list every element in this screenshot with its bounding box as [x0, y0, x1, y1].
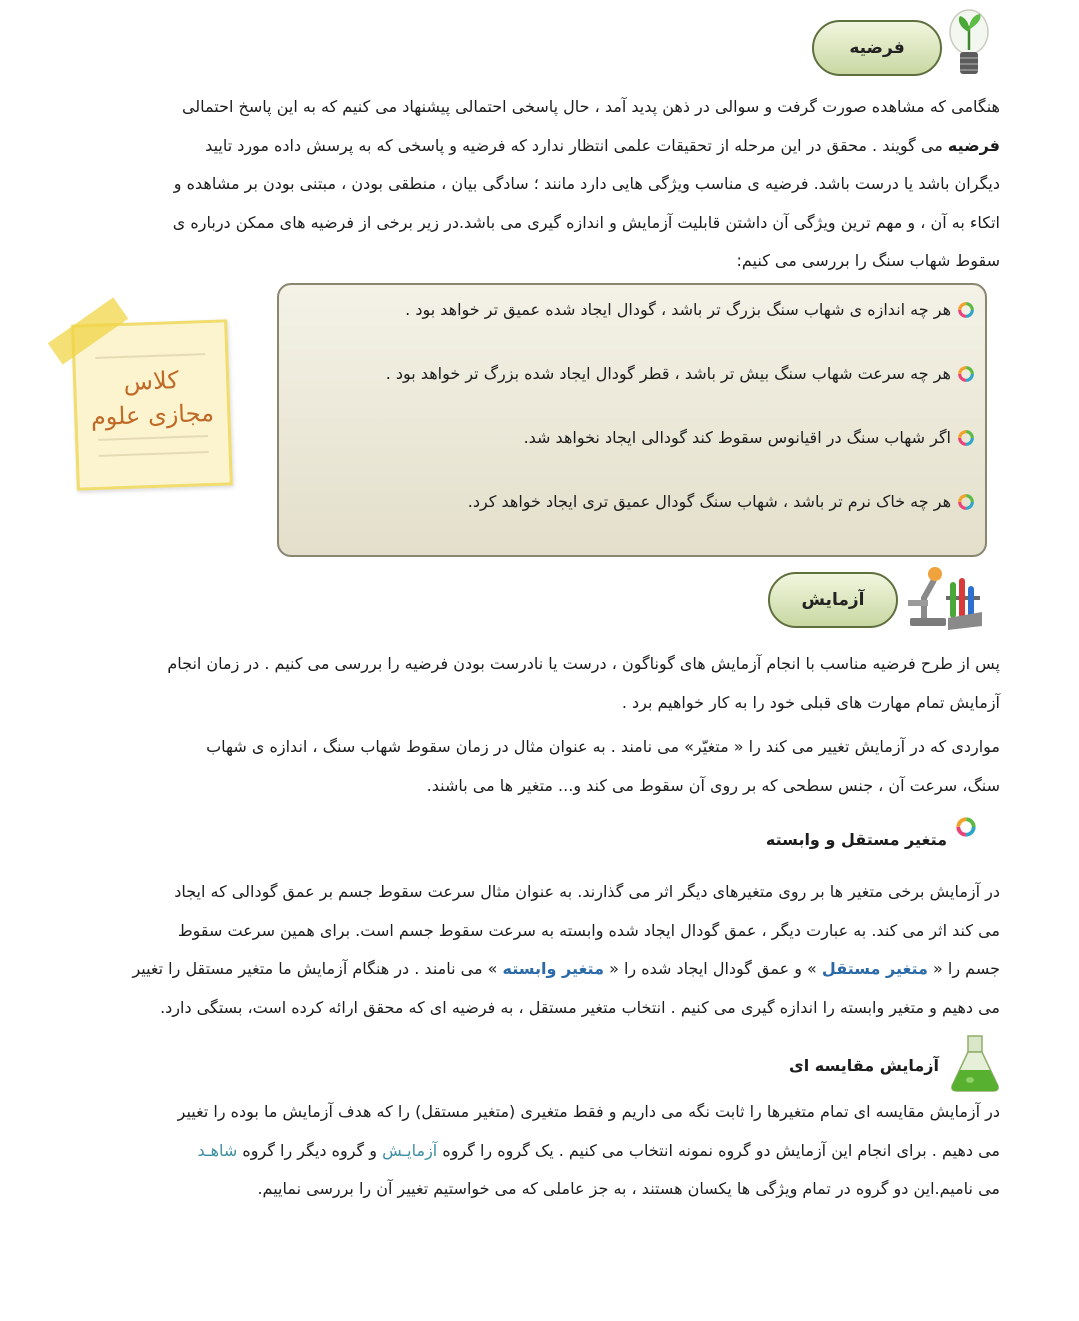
ring-bullet-icon: [955, 816, 977, 838]
microscope-test-tubes-icon: [902, 560, 986, 634]
comparative-paragraph: [84, 1093, 1000, 1209]
experiment-heading: [768, 572, 898, 628]
comparative-heading: [789, 1056, 939, 1075]
ring-bullet-icon: [957, 429, 975, 447]
variables-line: جسم را « متغیر مستقل » و عمق گودال ایجاد شده را « متغیر وابسته » می نامند . در هنگام آزمایش ما متغیر مستقل را تغییر: [132, 959, 1000, 978]
variables-heading-label: متغیر مستقل و وابسته: [765, 830, 947, 849]
variables-paragraph: [84, 873, 1000, 1027]
experiment-heading-label: آزمایش: [801, 590, 865, 610]
dependent-variable-term: متغیر وابسته: [502, 959, 604, 978]
sticky-note: [71, 319, 233, 490]
experiment-line: سنگ، سرعت آن ، جنس سطحی که بر روی آن سقوط می کند و... متغیر ها می باشند.: [426, 775, 1000, 795]
independent-variable-term: متغیر مستقل: [821, 959, 928, 978]
intro-line: هنگامی که مشاهده صورت گرفت و سوالی در ذهن پدید آمد ، حال پاسخی احتمالی پیشنهاد می کنیم که به این پاسخ احتمالی: [181, 97, 1000, 116]
ring-bullet-icon: [957, 365, 975, 383]
hypothesis-heading: [812, 20, 942, 76]
comparative-line: می دهیم . برای انجام این آزمایش دو گروه نمونه انتخاب می کنیم . یک گروه را گروه آزمایـش و گروه دیگر را گروه شاهـد: [197, 1140, 1000, 1160]
hypothesis-item: هر چه خاک نرم تر باشد ، شهاب سنگ گودال عمیق تری ایجاد خواهد کرد.: [468, 492, 975, 511]
control-group-term: شاهـد: [197, 1140, 238, 1160]
lightbulb-plant-icon: [944, 2, 994, 80]
experiment-line: مواردی که در آزمایش تغییر می کند را « متغیّر» می نامند . به عنوان مثال در زمان سقوط شهاب سنگ ، اندازه ی شهاب: [206, 737, 1000, 756]
hypothesis-item: اگر شهاب سنگ در اقیانوس سقوط کند گودالی ایجاد نخواهد شد.: [524, 428, 975, 447]
intro-line: اتکاء به آن ، و مهم ترین ویژگی آن داشتن قابلیت آزمایش و اندازه گیری می باشد.در زیر برخی از فرضیه های ممکن درباره ی: [172, 212, 1000, 232]
experiment-paragraph-1: [84, 645, 1000, 722]
hypothesis-heading-label: فرضیه: [849, 38, 905, 58]
sticky-note-line2: مجازی علوم: [90, 398, 215, 432]
intro-line: فرضیه می گویند . محقق در این مرحله از تحقیقات علمی انتظار ندارد که فرضیه و پاسخی که به پرسش داده مورد تایید: [205, 135, 1000, 155]
hypotheses-box: [277, 283, 987, 557]
experiment-paragraph-2: [84, 728, 1000, 805]
intro-line: سقوط شهاب سنگ را بررسی می کنیم:: [736, 251, 1000, 270]
variables-line: در آزمایش برخی متغیر ها بر روی متغیرهای دیگر اثر می گذارند. به عنوان مثال سرعت سقوط جسم بر عمق گودالی که ایجاد: [174, 882, 1000, 901]
experiment-group-term: آزمایـش: [382, 1140, 438, 1160]
comparative-heading-label: آزمایش مقایسه ای: [789, 1056, 939, 1075]
flask-icon: [948, 1034, 1002, 1094]
hypothesis-item: هر چه سرعت شهاب سنگ بیش تر باشد ، قطر گودال ایجاد شده بزرگ تر خواهد بود .: [386, 364, 975, 383]
comparative-line: در آزمایش مقایسه ای تمام متغیرها را ثابت نگه می داریم و فقط متغیری (متغیر مستقل) را که هدف آزمایش ما بوده را تغییر: [177, 1102, 1000, 1121]
experiment-line: آزمایش تمام مهارت های قبلی خود را به کار خواهیم برد .: [621, 692, 1000, 712]
intro-line: دیگران باشد یا درست باشد. فرضیه ی مناسب ویژگی هایی دارد مانند ؛ سادگی بیان ، منطقی بودن ، مبتنی بودن بر مشاهده و: [173, 174, 1000, 193]
hypothesis-item: هر چه اندازه ی شهاب سنگ بزرگ تر باشد ، گودال ایجاد شده عمیق تر خواهد بود .: [405, 300, 975, 319]
variables-heading: [766, 818, 977, 849]
ring-bullet-icon: [957, 493, 975, 511]
intro-paragraph: [84, 88, 1000, 281]
variables-line: می کند اثر می کند. به عبارت دیگر ، عمق گودال ایجاد شده وابسته به سرعت سقوط جسم است. برای همین سرعت سقوط: [177, 920, 1000, 940]
comparative-line: می نامیم.این دو گروه در تمام ویژگی ها یکسان هستند ، به جز عاملی که می خواستیم تغییر آن را بررسی نماییم.: [257, 1179, 1000, 1198]
experiment-line: پس از طرح فرضیه مناسب با انجام آزمایش های گوناگون ، درست یا نادرست بودن فرضیه را بررسی می کنیم . در زمان انجام: [167, 654, 1000, 673]
ring-bullet-icon: [957, 301, 975, 319]
variables-line: می دهیم و متغیر وابسته را اندازه گیری می کنیم . انتخاب متغیر مستقل ، به فرضیه ای که محقق ارائه کرده است، بستگی دارد.: [160, 997, 1000, 1017]
hypothesis-term: فرضیه: [947, 135, 1000, 155]
sticky-note-line1: کلاس: [123, 366, 180, 396]
